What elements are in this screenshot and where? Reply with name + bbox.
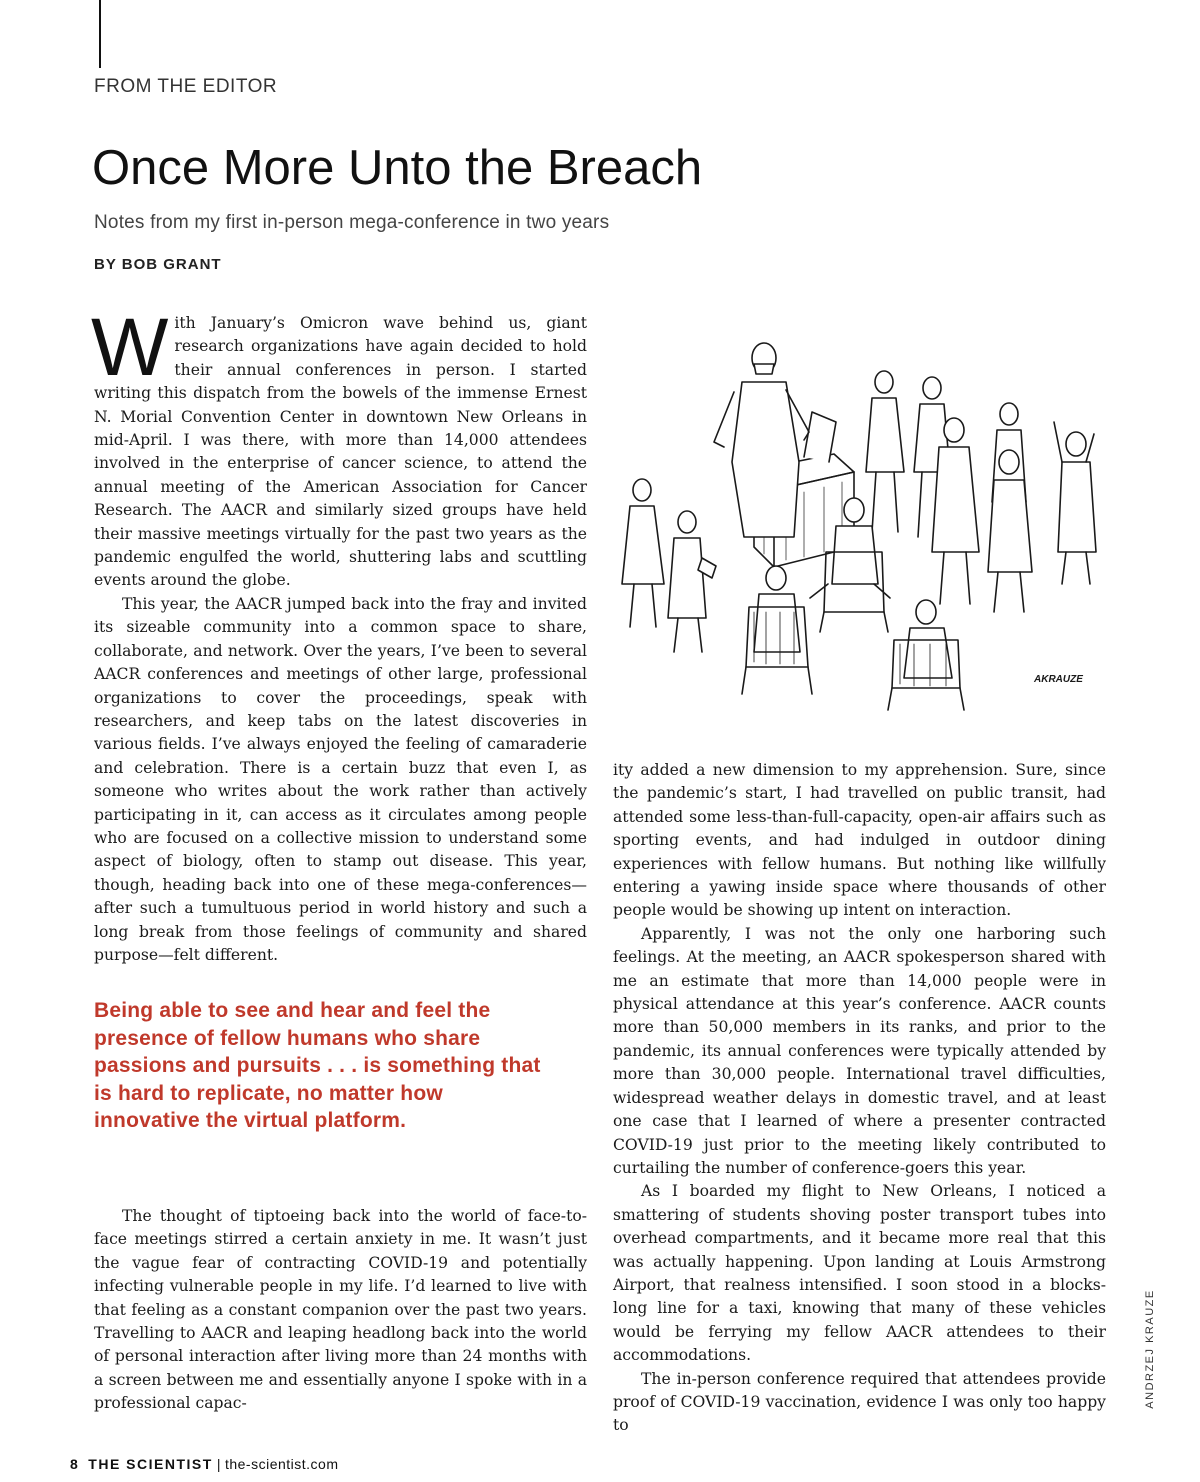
dek: Notes from my first in-person mega-conference in two years bbox=[94, 212, 610, 233]
photo-credit-text: ANDRZEJ KRAUZE bbox=[1144, 1289, 1156, 1409]
photo-credit bbox=[1143, 1275, 1157, 1425]
paragraph-text: ith January’s Omicron wave behind us, giant research organizations have again decided to hold their annual conferences in person. I started writing this dispatch from the bowels of the immense Ernest N. Morial Convention Center in downtown New Orleans in mid-April. I was there, with more than 14,000 attendees involved in the enterprise of cancer science, to attend the annual meeting of the American Association for Cancer Research. The AACR and similarly sized groups have held their massive meetings virtually for the past two years as the pandemic engulfed the world, shuttering labs and scuttling events around the globe. bbox=[94, 314, 587, 590]
page-footer bbox=[70, 1456, 339, 1472]
seated-figure bbox=[888, 600, 964, 710]
paragraph: ity added a new dimension to my apprehension. Sure, since the pandemic’s start, I had travelled on public transit, had attended some less-than-full-capacity, open-air affairs such as sporting events, and had indulged in outdoor dining experiences with fellow humans. But nothing like willfully entering a yawing inside space where thousands of other people would be showing up intent on interaction. bbox=[613, 761, 1106, 920]
drop-cap: W bbox=[91, 302, 169, 393]
seated-figure bbox=[742, 566, 812, 694]
paragraph: Apparently, I was not the only one harboring such feelings. At the meeting, an AACR spokesperson shared with me an estimate that more than 14,000 people were in physical attendance at this year’s conference. AACR counts more than 50,000 members in its ranks, and prior to the pandemic, its annual conferences were typically attended by more than 30,000 people. International travel difficulties, widespread weather delays in domestic travel, and at least one case that I learned of where a presenter contracted COVID-19 just prior to the meeting likely contributed to curtailing the number of conference-goers this year. bbox=[613, 924, 1106, 1177]
audience-figure bbox=[668, 511, 716, 652]
artist-signature: AKRAUZE bbox=[1034, 674, 1083, 685]
paragraph: The in-person conference required that attendees provide proof of COVID-19 vaccination, evidence I was only too happy to bbox=[613, 1369, 1106, 1435]
paragraph: The thought of tiptoeing back into the world of face-to-face meetings stirred a certain anxiety in me. It wasn’t just the vague fear of contracting COVID-19 and potentially infecting vulnerable people in my life. I’d learned to live with that feeling as a constant companion over the past two years. Travelling to AACR and leaping headlong back into the world of personal interaction after living more than 24 months with a screen between me and essentially anyone I spoke with in a professional capac- bbox=[94, 1207, 587, 1413]
magazine-name: THE SCIENTIST bbox=[88, 1456, 213, 1472]
cartoon-illustration bbox=[614, 322, 1108, 726]
top-rule bbox=[99, 0, 101, 68]
website-url: the-scientist.com bbox=[224, 1456, 339, 1472]
speaker-figure bbox=[714, 343, 809, 537]
page-number: 8 bbox=[70, 1456, 79, 1472]
column-left-top bbox=[91, 302, 587, 967]
byline: BY BOB GRANT bbox=[94, 256, 222, 273]
pull-quote: Being able to see and hear and feel the presence of fellow humans who share passions and pursuits . . . is something that is hard to replicate, no matter how innovative the virtual platform. bbox=[94, 999, 541, 1132]
paragraph bbox=[91, 302, 587, 593]
seated-figure bbox=[810, 498, 890, 632]
headline: Once More Unto the Breach bbox=[92, 141, 703, 195]
paragraph: As I boarded my flight to New Orleans, I noticed a smattering of students shoving poster transport tubes into overhead compartments, and it became more real that this was actually happening. Upon landing at Louis Armstrong Airport, that realness intensified. I soon stood in a blocks-long line for a taxi, knowing that many of these vehicles would be ferrying my fellow AACR attendees to their accommodations. bbox=[613, 1182, 1106, 1365]
column-right bbox=[613, 759, 1106, 1438]
audience-figure bbox=[1054, 422, 1096, 584]
paragraph: This year, the AACR jumped back into the fray and invited its sizeable community into a common space to share, collaborate, and network. Over the years, I’ve been to several AACR conferences and meetings of other large, professional organizations to cover the proceedings, speak with researchers, and keep tabs on the latest discoveries in various fields. I’ve always enjoyed the feeling of camaraderie and celebration. There is a certain buzz that even I, as someone who writes about the work rather than actively participating in it, can access as it circulates among people who are focused on a collective mission to understand some aspect of biology, often to stamp out disease. This year, though, heading back into one of these mega-conferences—after such a tumultuous period in world history and such a long break from those feelings of community and shared purpose—felt different. bbox=[94, 594, 587, 964]
footer-separator: | bbox=[216, 1456, 221, 1472]
audience-figure bbox=[866, 371, 904, 532]
section-label: FROM THE EDITOR bbox=[94, 76, 278, 97]
audience-figure bbox=[622, 479, 664, 627]
column-left-bottom bbox=[94, 1205, 587, 1416]
